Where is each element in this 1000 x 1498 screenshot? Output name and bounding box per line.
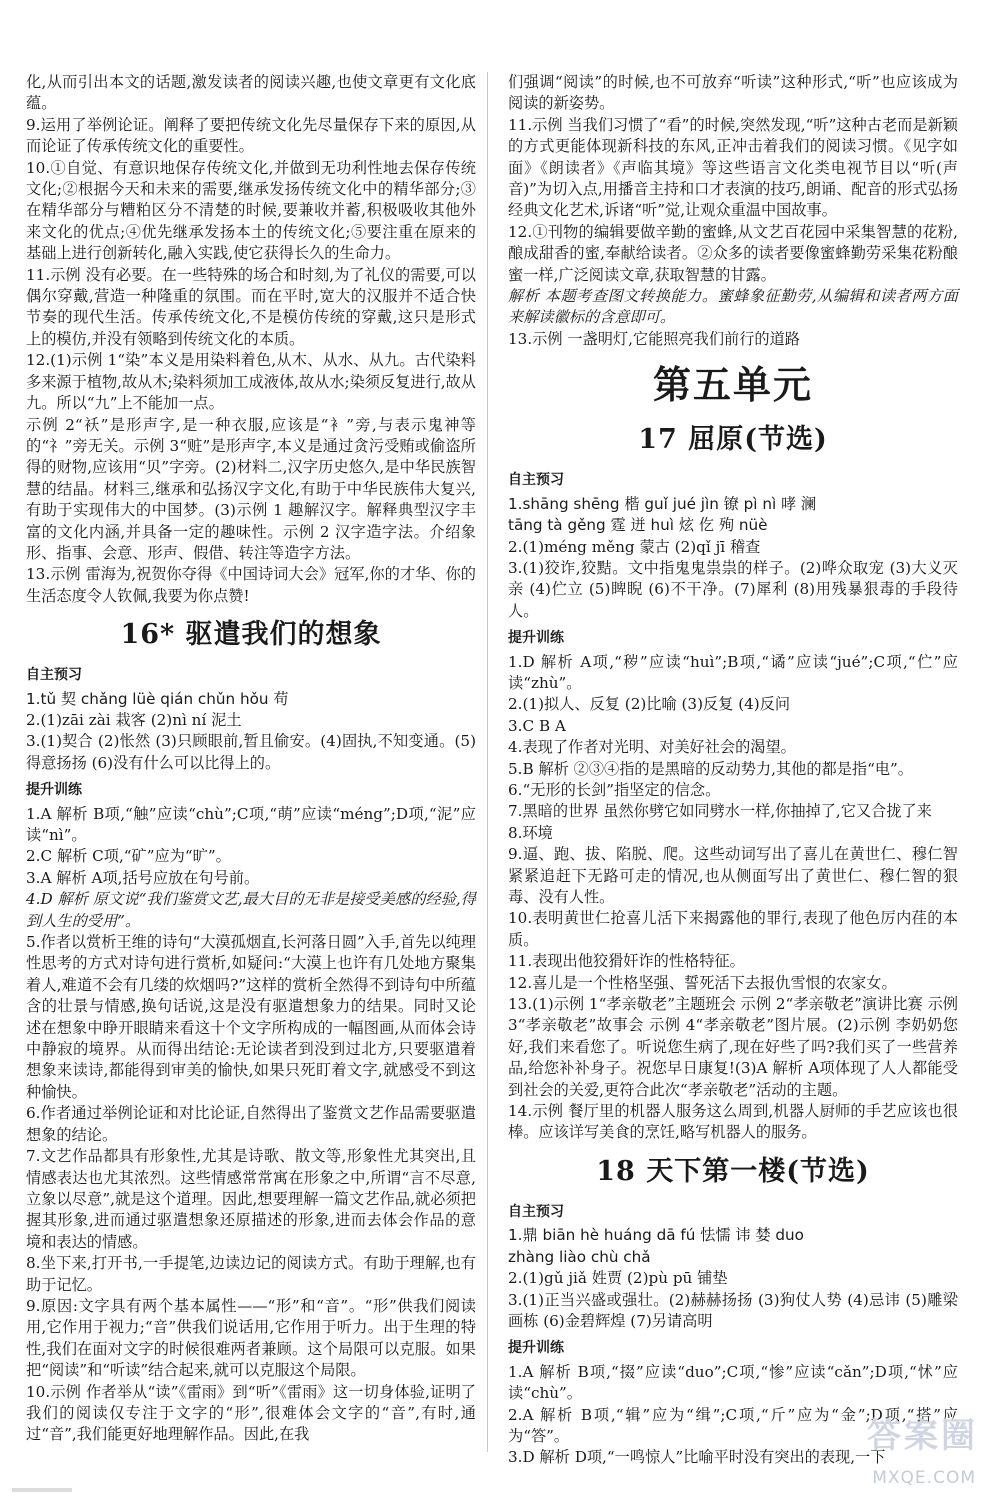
- lesson-17-title: 17 屈原(节选): [638, 424, 828, 456]
- watermark-text: 答案圈: [867, 1416, 978, 1456]
- answer-item: 8.坐下来,打开书,一手提笔,边读边记的阅读方式。有助于理解,也有助于记忆。: [26, 1254, 476, 1294]
- answer-item: 5.B 解析 ②③④指的是黑暗的反动势力,其他的都是指“电”。: [508, 759, 913, 778]
- answer-item: 2.(1)gǔ jiǎ 姓贾 (2)pù pū 铺垫: [508, 1269, 728, 1288]
- section-label-training: 提升训练: [508, 1340, 564, 1357]
- section-label-preview: 自主预习: [508, 1203, 564, 1220]
- answer-item: 3.(1)狡诈,狡黠。文中指鬼鬼祟祟的样子。(2)哗众取宠 (3)大义灭亲 (4)伫立 (5)睥睨 (6)不干净。(7)犀利 (8)用残暴狠毒的手段待人。: [508, 558, 958, 620]
- answer-item: 们强调“阅读”的时候,也不可放弃“听读”这种形式,“听”也应该成为阅读的新姿势。: [508, 73, 958, 113]
- answer-item: 9.逼、跑、拔、陷脱、爬。这些动词写出了喜儿在黄世仁、穆仁智紧紧追赶下无路可走的情况,也从侧面写出了黄世仁、穆仁智的狠毒、没有人性。: [508, 845, 958, 906]
- answer-item: 10.示例 作者举从“读”《雷雨》到“听”《雷雨》这一切身体验,证明了我们的阅读仅专注于文字的“形”,很难体会文字的“音”,有时,通过“音”,我们能更好地理解作品。因此,在我: [26, 1382, 476, 1444]
- answer-item: 3.A 解析 A项,括号应放在句号前。: [26, 868, 260, 887]
- column-divider: [487, 72, 488, 1452]
- answer-item: 1.A 解析 B项,“触”应读“chù”;C项,“萌”应读“méng”;D项,“泥”应读“nì”。: [26, 804, 476, 844]
- answer-item: 12.喜儿是一个性格坚强、誓死活下去报仇雪恨的农家女。: [508, 973, 897, 992]
- answer-item: tāng tà gěng 霆 迸 huì 炫 仡 殉 nüè: [508, 516, 768, 535]
- right-column: [508, 72, 958, 1469]
- left-column: [26, 72, 476, 1446]
- answer-item: 8.环境: [508, 823, 553, 842]
- answer-item: 1.A 解析 B项,“掇”应读“duo”;C项,“惨”应读“cǎn”;D项,“怵”应读“chù”。: [508, 1362, 958, 1403]
- answer-item: 12.①刊物的编辑要做辛勤的蜜蜂,从文艺百花园中采集智慧的花粉,酿成甜香的蜜,奉献给读者。②众多的读者要像蜜蜂勤劳采集花粉酿蜜一样,广泛阅读文章,获取智慧的甘露。: [508, 222, 958, 284]
- answer-item: 6.“无形的长剑”指坚定的信念。: [508, 780, 721, 799]
- answer-item: 11.示例 当我们习惯了“看”的时候,突然发现,“听”这种古老而是新颖的方式更能体现新科技的东风,正冲击着我们的阅读习惯。《见字如面》《朗读者》《声临其境》等这些语言文化类电视节目以“听(声音)”为切入点,用播音主持和口才表演的技巧,朗诵、配音的形式弘扬经典文化艺术,诉诸“听”觉,让观众重温中国故事。: [508, 115, 958, 220]
- answer-item: 7.文艺作品都具有形象性,尤其是诗歌、散文等,形象性尤其突出,且情感表达也尤其浓烈。这些情感常常寓在形象之中,所谓“言不尽意,立象以尽意”,就是这个道理。因此,想要理解一篇文艺作品,就必须把握其形象,进而通过驱遣想象还原描述的形象,进而去体会作品的意境和表达的情感。: [26, 1147, 476, 1251]
- answer-item: 6.作者通过举例论证和对比论证,自然得出了鉴赏文艺作品需要驱遣想象的结论。: [26, 1104, 476, 1144]
- unit-title: 第五单元: [652, 362, 813, 408]
- answer-item: 3.(1)契合 (2)怅然 (3)只顾眼前,暂且偷安。(4)固执,不知变通。(5)得意扬扬 (6)没有什么可以比得上的。: [26, 732, 476, 772]
- answer-item: 14.示例 餐厅里的机器人服务这么周到,机器人厨师的手艺应该也很棒。应该详写美食的烹饪,略写机器人的服务。: [508, 1102, 958, 1142]
- answer-item: 2.(1)拟人、反复 (2)比喻 (3)反复 (4)反问: [508, 695, 791, 714]
- section-label-preview: 自主预习: [26, 667, 82, 684]
- answer-item: 9.运用了举例论证。阐释了要把传统文化先尽量保存下来的原因,从而论证了传承传统文化的重要性。: [26, 115, 476, 156]
- answer-item: 3.D 解析 D项,“一鸣惊人”比喻平时没有突出的表现,一下: [508, 1448, 886, 1467]
- answer-item: 1.shāng shēng 楷 guǐ jué jìn 镣 pì nì 哮 澜: [508, 494, 817, 513]
- section-label-training: 提升训练: [26, 782, 82, 799]
- section-label-training: 提升训练: [508, 630, 564, 647]
- answer-item: 5.作者以赏析王维的诗句“大漠孤烟直,长河落日圆”入手,首先以纯理性思考的方式对诗句进行赏析,如疑问:“大漠上也许有几处地方聚集着人,难道不会有几缕的炊烟吗?”这样的赏析全然得不到诗句中所蕴含的壮景与情感,换句话说,这是没有驱遣想象力的结果。同时又论述在想象中睁开眼睛来看这十个文字所构成的一幅图画,从而体会诗中静寂的境界。从而得出结论:无论读者到没到过北方,只要驱遣着想象来读诗,都能得到审美的愉快,如果只死盯着文字,就感受不到这种愉快。: [26, 933, 476, 1101]
- answer-item: zhàng liào chù chǎ: [508, 1247, 651, 1266]
- answer-item: 7.黑暗的世界 虽然你劈它如同劈水一样,你抽掉了,它又合拢了来: [508, 802, 932, 821]
- answer-item: 13.(1)示例 1“孝亲敬老”主题班会 示例 2“孝亲敬老”演讲比赛 示例 3“孝亲敬老”故事会 示例 4“孝亲敬老”图片展。(2)示例 李奶奶您好,我们来看您了。听说您生病了,现在好些了吗?我们买了一些营养品,给您补补身子。祝您早日康复!(3)A 解析 A项体现了人人都能受到社会的关爱,更符合此次“孝亲敬老”活动的主题。: [508, 995, 958, 1099]
- lesson-18-title: 18 天下第一楼(节选): [596, 1155, 870, 1187]
- answer-item: 示例 2“袄”是形声字,是一种衣服,应该是“衤”旁,与表示鬼神等的“礻”旁无关。示例 3“赃”是形声字,本义是通过贪污受贿或偷盗所得的财物,应该用“贝”字旁。(2)材料二,汉字历史悠久,是中华民族智慧的结晶。材料三,继承和弘扬汉字文化,有助于中华民族伟大复兴,有助于实现伟大的中国梦。(3)示例 1 趣解汉字。解释典型汉字丰富的文化内涵,并具备一定的趣味性。示例 2 汉字造字法。介绍象形、指事、会意、形声、假借、转注等造字方法。: [26, 415, 476, 562]
- watermark-url: MXQE.COM: [872, 1468, 976, 1488]
- answer-item: 1.tǔ 契 chǎng lüè qián chǔn hǒu 苟: [26, 689, 289, 708]
- watermark-logo: [756, 1408, 986, 1490]
- answer-item: 4.D 解析 原文说“我们鉴赏文艺,最大目的无非是接受美感的经验,得到人生的受用”。: [26, 890, 476, 930]
- answer-item: 10.表明黄世仁抢喜儿活下来揭露他的罪行,表现了他色厉内荏的本质。: [508, 909, 958, 949]
- answer-item: 13.示例 一盏明灯,它能照亮我们前行的道路: [508, 329, 800, 348]
- answer-item: 11.示例 没有必要。在一些特殊的场合和时刻,为了礼仪的需要,可以偶尔穿戴,营造一种隆重的氛围。而在平时,宽大的汉服并不适合快节奏的现代生活。传承传统文化,不是模仿传统的穿戴,这只是形式上的模仿,并没有领略到传统文化的本质。: [26, 265, 476, 348]
- answer-item: 2.C 解析 C项,“矿”应为“旷”。: [26, 847, 231, 866]
- lesson-16-title: 16* 驱遣我们的想象: [120, 619, 382, 651]
- answer-item: 化,从而引出本文的话题,激发读者的阅读兴趣,也使文章更有文化底蕴。: [26, 73, 476, 113]
- section-label-preview: 自主预习: [508, 472, 564, 489]
- answer-item: 3.(1)正当兴盛或强壮。(2)赫赫扬扬 (3)狗仗人势 (4)忌讳 (5)雕梁画栋 (6)金碧辉煌 (7)另请高明: [508, 1290, 958, 1330]
- answer-item: 3.C B A: [508, 716, 566, 735]
- answer-item: 解析 本题考查图文转换能力。蜜蜂象征勤劳,从编辑和读者两方面来解读徽标的含意即可。: [508, 287, 958, 327]
- answer-item: 11.表现出他狡猾奸诈的性格特征。: [508, 952, 745, 971]
- answer-item: 10.①自觉、有意识地保存传统文化,并做到无功利性地去保存传统文化;②根据今天和未来的需要,继承发扬传统文化中的精华部分;③在精华部分与糟粕区分不清楚的时候,要兼收并蓄,积极吸收其他外来文化的优点;④优先继承发扬本土的传统文化;⑤要注重在原来的基础上进行创新转化,融入实践,使它获得长久的生命力。: [26, 158, 476, 263]
- answer-item: 2.(1)méng měng 蒙古 (2)qǐ jī 稽查: [508, 537, 761, 556]
- page-footer-mark: [12, 1488, 72, 1492]
- answer-item: 2.(1)zāi zài 栽客 (2)nì ní 泥土: [26, 710, 242, 729]
- answer-item: 4.表现了作者对光明、对美好社会的渴望。: [508, 738, 796, 757]
- answer-item: 1.鼎 biān hè huáng dā fú 怯懦 讳 婪 duo: [508, 1226, 804, 1245]
- answer-item: 2.A 解析 B项,“辑”应为“缉”;C项,“斤”应为“金”;D项,“搭”应为“答”。: [508, 1405, 958, 1445]
- answer-item: 9.原因:文字具有两个基本属性——“形”和“音”。“形”供我们阅读用,它作用于视力;“音”供我们说话用,它作用于听力。出于生理的特性,我们在面对文字的时候很难两者兼顾。这个局限可以克服。如果把“阅读”和“听读”结合起来,就可以克服这个局限。: [26, 1296, 476, 1380]
- answer-item: 12.(1)示例 1“染”本义是用染料着色,从木、从水、从九。古代染料多来源于植物,故从木;染料须加工成液体,故从水;染须反复进行,故从九。所以“九”上不能加一点。: [26, 351, 476, 413]
- answer-item: 13.示例 雷海为,祝贺你夺得《中国诗词大会》冠军,你的才华、你的生活态度令人钦佩,我要为你点赞!: [26, 565, 476, 605]
- answer-item: 1.D 解析 A项,“秽”应读“huì”;B项,“谲”应读“jué”;C项,“伫”应读“zhù”。: [508, 652, 958, 692]
